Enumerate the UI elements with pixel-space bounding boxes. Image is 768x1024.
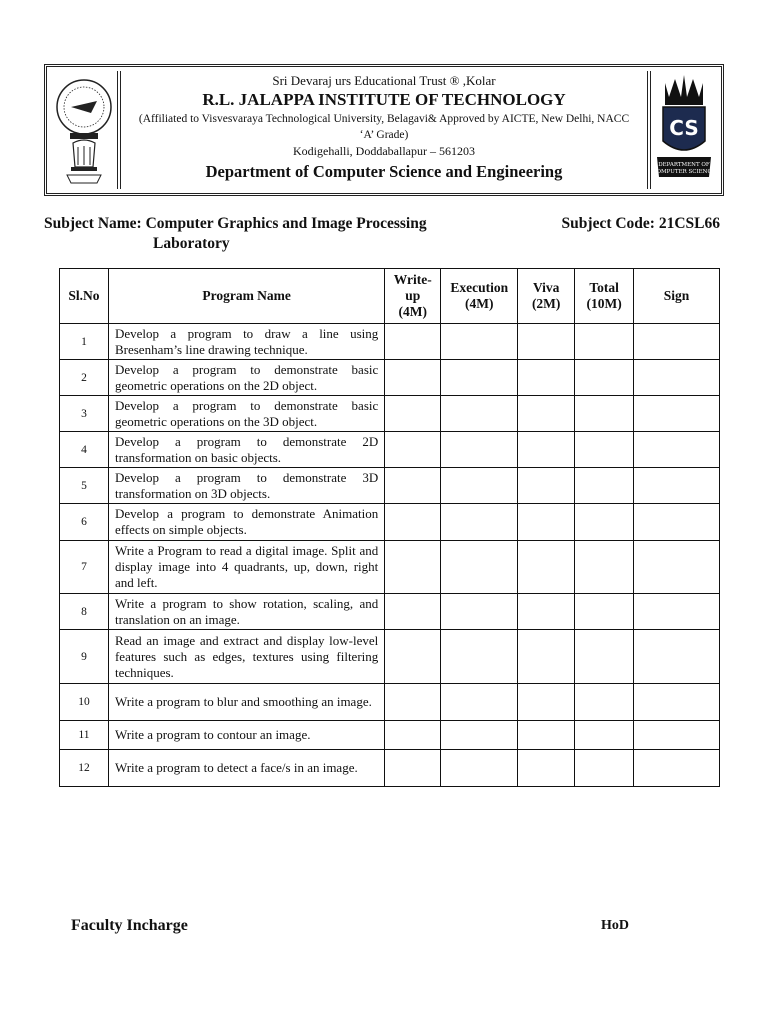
- row-sign-cell: [634, 594, 720, 630]
- row-writeup-cell: [385, 630, 441, 684]
- logo-letters: CS: [669, 116, 699, 140]
- row-total-cell: [575, 721, 634, 750]
- subject-name-line2: Laboratory: [153, 235, 230, 252]
- row-execution-cell: [441, 432, 518, 468]
- row-writeup-cell: [385, 594, 441, 630]
- row-program-name: Develop a program to draw a line using Bresenham’s line drawing technique.: [108, 324, 384, 360]
- row-writeup-cell: [385, 504, 441, 541]
- row-viva-cell: [518, 594, 575, 630]
- table-row: [60, 396, 720, 432]
- row-total-cell: [575, 360, 634, 396]
- cs-crown-logo-icon: [651, 71, 717, 189]
- row-total-cell: [575, 468, 634, 504]
- row-execution-cell: [441, 468, 518, 504]
- table-row: [60, 432, 720, 468]
- row-execution-cell: [441, 541, 518, 594]
- row-program-name: Read an image and extract and display low-level features such as edges, textures using filtering techniques.: [108, 630, 384, 684]
- row-total-cell: [575, 541, 634, 594]
- institute-seal-logo: [51, 71, 121, 189]
- row-total-cell: [575, 504, 634, 541]
- header-program-name: Program Name: [108, 269, 384, 324]
- program-list-table: [59, 268, 720, 787]
- table-row: [60, 721, 720, 750]
- row-slno: 1: [60, 324, 109, 360]
- logo-caption-line2: COMPUTER SCIENCE: [652, 169, 716, 175]
- row-total-cell: [575, 432, 634, 468]
- row-slno: 10: [60, 684, 109, 721]
- row-slno: 2: [60, 360, 109, 396]
- row-sign-cell: [634, 324, 720, 360]
- row-slno: 6: [60, 504, 109, 541]
- row-viva-cell: [518, 504, 575, 541]
- row-viva-cell: [518, 750, 575, 787]
- row-writeup-cell: [385, 684, 441, 721]
- row-writeup-cell: [385, 721, 441, 750]
- row-sign-cell: [634, 468, 720, 504]
- row-total-cell: [575, 750, 634, 787]
- row-execution-cell: [441, 360, 518, 396]
- header-writeup: Write-up (4M): [385, 269, 441, 324]
- table-row: [60, 594, 720, 630]
- row-writeup-cell: [385, 396, 441, 432]
- row-total-cell: [575, 630, 634, 684]
- row-writeup-cell: [385, 432, 441, 468]
- row-viva-cell: [518, 324, 575, 360]
- institute-address: Kodigehalli, Doddaballapur – 561203: [293, 144, 475, 158]
- letterhead: [44, 64, 724, 196]
- subject-name-line1: Subject Name: Computer Graphics and Image Processing: [44, 215, 427, 232]
- row-sign-cell: [634, 396, 720, 432]
- table-row: [60, 504, 720, 541]
- row-slno: 5: [60, 468, 109, 504]
- program-rows: [60, 324, 720, 787]
- faculty-incharge-label: Faculty Incharge: [71, 917, 188, 934]
- institute-seal-icon: [51, 71, 117, 189]
- row-execution-cell: [441, 396, 518, 432]
- subject-code: Subject Code: 21CSL66: [561, 215, 720, 232]
- row-viva-cell: [518, 468, 575, 504]
- row-sign-cell: [634, 360, 720, 396]
- table-row: [60, 360, 720, 396]
- table-row: [60, 684, 720, 721]
- row-slno: 12: [60, 750, 109, 787]
- row-execution-cell: [441, 750, 518, 787]
- row-total-cell: [575, 396, 634, 432]
- row-program-name: Write a program to detect a face/s in an image.: [108, 750, 384, 787]
- row-slno: 11: [60, 721, 109, 750]
- row-total-cell: [575, 324, 634, 360]
- row-viva-cell: [518, 432, 575, 468]
- row-execution-cell: [441, 684, 518, 721]
- table-row: [60, 750, 720, 787]
- header-slno: Sl.No: [60, 269, 109, 324]
- row-writeup-cell: [385, 324, 441, 360]
- row-program-name: Develop a program to demonstrate basic geometric operations on the 3D object.: [108, 396, 384, 432]
- subject-name: [44, 214, 464, 254]
- hod-label: HoD: [601, 918, 629, 933]
- letterhead-text: [125, 71, 643, 183]
- header-sign: Sign: [634, 269, 720, 324]
- row-execution-cell: [441, 504, 518, 541]
- row-total-cell: [575, 594, 634, 630]
- table-row: [60, 541, 720, 594]
- header-total: Total (10M): [575, 269, 634, 324]
- row-program-name: Develop a program to demonstrate Animation effects on simple objects.: [108, 504, 384, 541]
- department-name: Department of Computer Science and Engineering: [205, 162, 563, 181]
- row-program-name: Develop a program to demonstrate 3D transformation on 3D objects.: [108, 468, 384, 504]
- row-execution-cell: [441, 630, 518, 684]
- row-slno: 9: [60, 630, 109, 684]
- header-execution: Execution (4M): [441, 269, 518, 324]
- row-slno: 8: [60, 594, 109, 630]
- table-row: [60, 468, 720, 504]
- row-program-name: Develop a program to demonstrate 2D transformation on basic objects.: [108, 432, 384, 468]
- row-viva-cell: [518, 360, 575, 396]
- row-writeup-cell: [385, 468, 441, 504]
- row-viva-cell: [518, 684, 575, 721]
- row-viva-cell: [518, 396, 575, 432]
- logo-caption-line1: DEPARTMENT OF: [658, 162, 710, 168]
- row-viva-cell: [518, 630, 575, 684]
- row-slno: 3: [60, 396, 109, 432]
- header-viva: Viva (2M): [518, 269, 575, 324]
- row-viva-cell: [518, 541, 575, 594]
- row-writeup-cell: [385, 541, 441, 594]
- row-sign-cell: [634, 432, 720, 468]
- row-sign-cell: [634, 721, 720, 750]
- table-row: [60, 324, 720, 360]
- row-slno: 4: [60, 432, 109, 468]
- row-writeup-cell: [385, 360, 441, 396]
- trust-name: Sri Devaraj urs Educational Trust ® ,Kolar: [272, 73, 496, 88]
- row-viva-cell: [518, 721, 575, 750]
- affiliation-text: (Affiliated to Visvesvaraya Technological University, Belagavi& Approved by AICTE, New Delhi, NACC ‘A’ Grade): [138, 113, 630, 141]
- row-program-name: Develop a program to demonstrate basic geometric operations on the 2D object.: [108, 360, 384, 396]
- table-header-row: [60, 269, 720, 324]
- department-logo: [647, 71, 717, 189]
- row-program-name: Write a program to contour an image.: [108, 721, 384, 750]
- row-sign-cell: [634, 541, 720, 594]
- row-slno: 7: [60, 541, 109, 594]
- institute-name: R.L. JALAPPA INSTITUTE OF TECHNOLOGY: [202, 90, 566, 109]
- row-program-name: Write a program to blur and smoothing an image.: [108, 684, 384, 721]
- table-row: [60, 630, 720, 684]
- row-execution-cell: [441, 324, 518, 360]
- row-writeup-cell: [385, 750, 441, 787]
- row-program-name: Write a program to show rotation, scaling, and translation on an image.: [108, 594, 384, 630]
- row-sign-cell: [634, 504, 720, 541]
- row-sign-cell: [634, 750, 720, 787]
- row-program-name: Write a Program to read a digital image. Split and display image into 4 quadrants, up, down, right and left.: [108, 541, 384, 594]
- row-sign-cell: [634, 684, 720, 721]
- row-sign-cell: [634, 630, 720, 684]
- row-execution-cell: [441, 721, 518, 750]
- row-execution-cell: [441, 594, 518, 630]
- row-total-cell: [575, 684, 634, 721]
